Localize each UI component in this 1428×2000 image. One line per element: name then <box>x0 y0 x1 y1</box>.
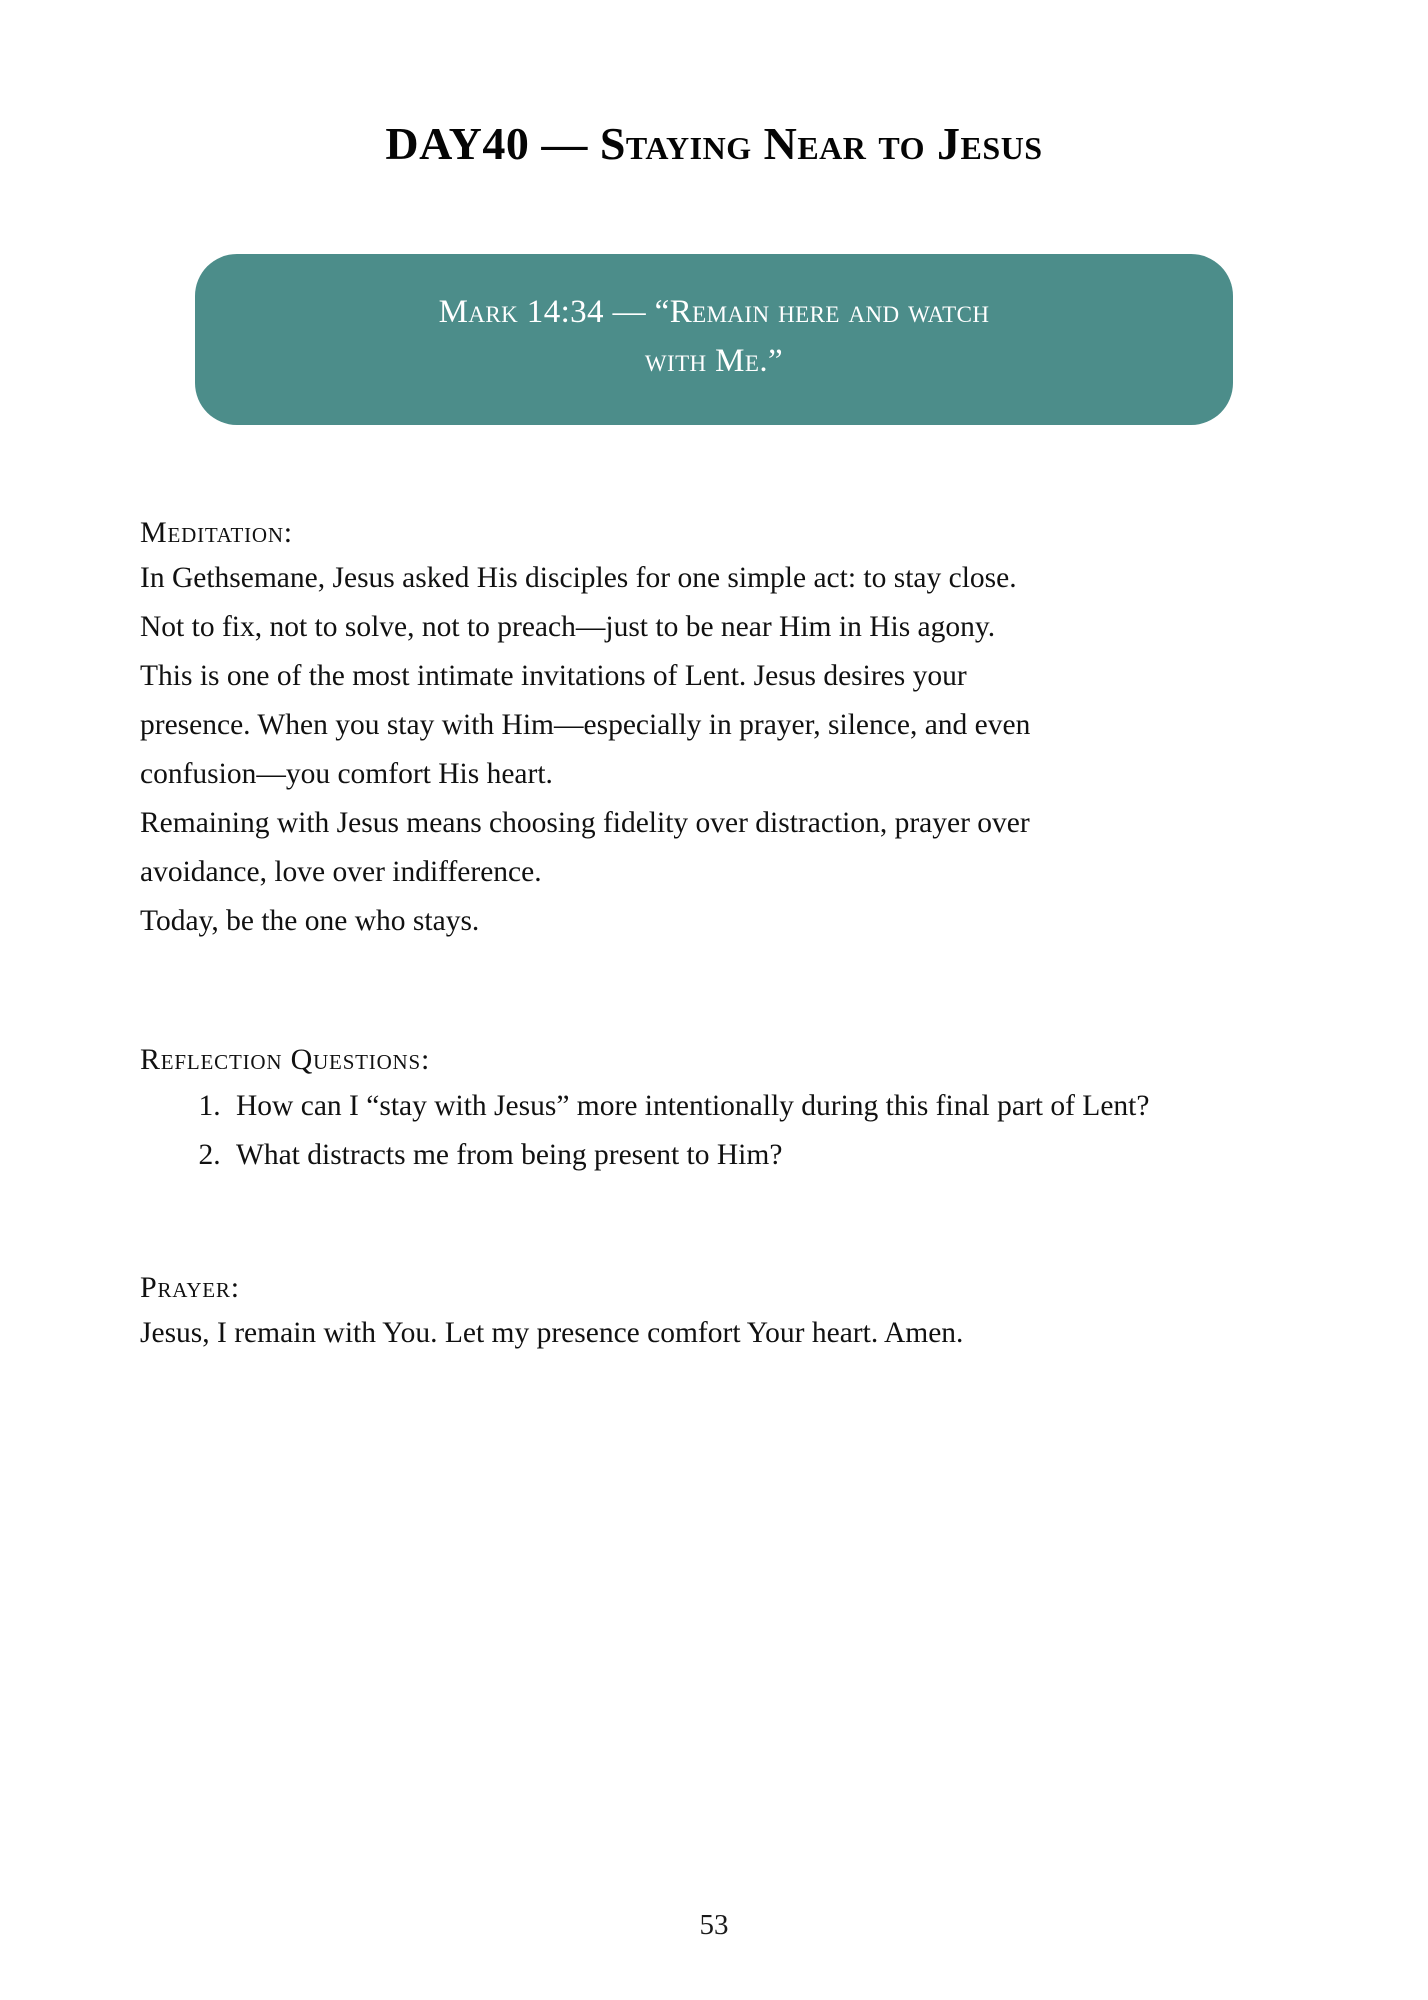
meditation-line: This is one of the most intimate invitations of Lent. Jesus desires your <box>140 660 967 693</box>
reflection-question-item: 2. What distracts me from being present to Him? <box>228 1131 1288 1180</box>
prayer-text: Jesus, I remain with You. Let my presence comfort Your heart. Amen. <box>140 1317 964 1350</box>
scripture-verse <box>439 288 990 387</box>
prayer-heading: Prayer: <box>140 1270 240 1304</box>
reflection-questions-heading: Reflection Questions: <box>140 1043 431 1077</box>
meditation-line: Today, be the one who stays. <box>140 905 480 938</box>
scripture-callout-box <box>195 254 1233 425</box>
reflection-question-item: 1. How can I “stay with Jesus” more intentionally during this final part of Lent? <box>228 1082 1288 1131</box>
reflection-questions-list <box>140 1082 1288 1180</box>
scripture-verse-line-2: with Me.” <box>644 343 784 380</box>
meditation-line: Not to fix, not to solve, not to preach—just to be near Him in His agony. <box>140 611 996 644</box>
meditation-line: In Gethsemane, Jesus asked His disciples for one simple act: to stay close. <box>140 562 1017 595</box>
scripture-verse-line-1: Mark 14:34 — “Remain here and watch <box>438 293 990 330</box>
page-content <box>140 425 1288 1358</box>
reflection-questions-section <box>140 1038 1288 1179</box>
page-title: DAY40 — Staying Near to Jesus <box>385 118 1043 169</box>
meditation-heading: Meditation: <box>140 515 293 549</box>
page-number: 53 <box>699 1909 729 1941</box>
meditation-line: presence. When you stay with Him—especially in prayer, silence, and even <box>140 709 1031 742</box>
meditation-section <box>140 511 1288 946</box>
meditation-line: avoidance, love over indifference. <box>140 856 542 889</box>
section-spacer <box>140 1180 1288 1266</box>
meditation-line: Remaining with Jesus means choosing fidelity over distraction, prayer over <box>140 807 1030 840</box>
section-spacer <box>140 946 1288 1038</box>
meditation-line: confusion—you comfort His heart. <box>140 758 553 791</box>
prayer-section <box>140 1266 1288 1358</box>
